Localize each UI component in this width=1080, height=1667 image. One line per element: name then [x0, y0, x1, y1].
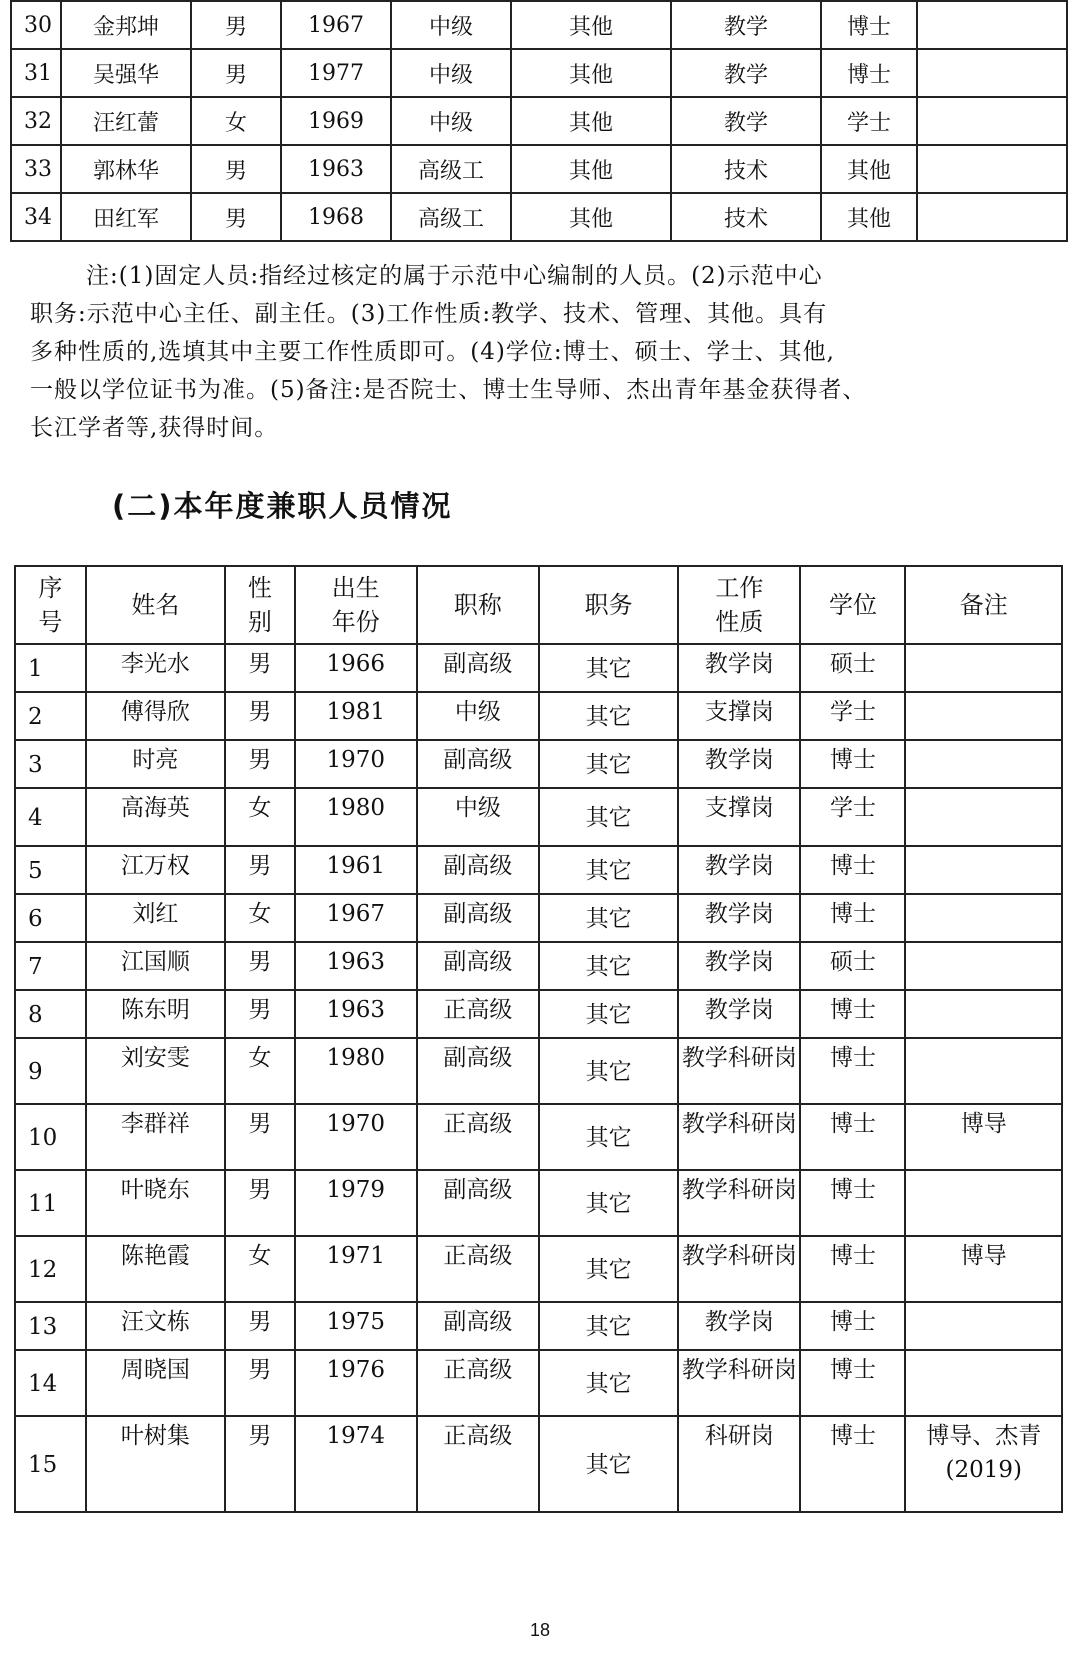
table-cell: 博士: [800, 894, 905, 942]
table-cell: 男: [191, 145, 281, 193]
table-cell: 9: [15, 1038, 86, 1104]
table-row: [15, 1038, 1062, 1104]
table-row: [15, 644, 1062, 692]
table-cell: 30: [11, 1, 61, 49]
table-cell: 32: [11, 97, 61, 145]
table-cell: 其他: [511, 49, 671, 97]
table-cell: 正高级: [417, 1350, 539, 1416]
table-cell: 14: [15, 1350, 86, 1416]
column-header-line: 性: [247, 574, 272, 602]
table-cell: 博士: [800, 1350, 905, 1416]
table-cell: 李光水: [86, 644, 225, 692]
table-cell: 中级: [417, 788, 539, 846]
note-line: 多种性质的,选填其中主要工作性质即可。(4)学位:博士、硕士、学士、其他,: [30, 339, 835, 365]
table-cell: 刘安雯: [86, 1038, 225, 1104]
table-cell: 1971: [295, 1236, 417, 1302]
table-cell: 女: [225, 894, 295, 942]
table-cell: 正高级: [417, 1104, 539, 1170]
column-header-line: 出生: [331, 574, 380, 602]
table-cell: [905, 740, 1062, 788]
table-cell: 中级: [391, 1, 511, 49]
table-cell: 副高级: [417, 740, 539, 788]
note-line: 一般以学位证书为准。(5)备注:是否院士、博士生导师、杰出青年基金获得者、: [30, 377, 867, 403]
table-cell: 其它: [539, 990, 678, 1038]
table-cell: 博士: [800, 1302, 905, 1350]
table-cell: 1969: [281, 97, 391, 145]
table-cell: 教学岗: [678, 990, 800, 1038]
table-cell: 1970: [295, 740, 417, 788]
table-cell: [905, 692, 1062, 740]
column-header: [417, 566, 539, 644]
table-cell: 教学科研岗: [678, 1170, 800, 1236]
table-cell: 34: [11, 193, 61, 241]
table-cell: 其它: [539, 692, 678, 740]
table-cell: [905, 1350, 1062, 1416]
table-header-row: [15, 566, 1062, 644]
notes-paragraph: [30, 257, 1060, 447]
table-cell: 副高级: [417, 1170, 539, 1236]
column-header: [905, 566, 1062, 644]
column-header-line: 号: [38, 608, 63, 636]
table-cell: 教学岗: [678, 740, 800, 788]
table-cell: 13: [15, 1302, 86, 1350]
table-cell: 吴强华: [61, 49, 191, 97]
column-header: [295, 566, 417, 644]
table-cell: [905, 1302, 1062, 1350]
column-header: [800, 566, 905, 644]
table-cell: 女: [225, 788, 295, 846]
table-cell: 1963: [295, 942, 417, 990]
table-cell: 男: [225, 1170, 295, 1236]
note-line: 职务:示范中心主任、副主任。(3)工作性质:教学、技术、管理、其他。具有: [30, 301, 828, 327]
table-cell: 支撑岗: [678, 788, 800, 846]
table-cell: 教学岗: [678, 894, 800, 942]
table-cell: 陈东明: [86, 990, 225, 1038]
table-cell: 12: [15, 1236, 86, 1302]
table-cell: 1979: [295, 1170, 417, 1236]
table-cell: 博士: [821, 1, 917, 49]
table-row: [11, 145, 1067, 193]
table-cell: 技术: [671, 145, 821, 193]
table-row: [15, 740, 1062, 788]
column-header-line: 姓名: [131, 591, 180, 619]
table-cell: 1: [15, 644, 86, 692]
table-cell: 1980: [295, 1038, 417, 1104]
table-cell: 高级工: [391, 145, 511, 193]
table-cell: 男: [191, 193, 281, 241]
table-cell: 10: [15, 1104, 86, 1170]
table-cell: 周晓国: [86, 1350, 225, 1416]
table-cell: 其他: [821, 145, 917, 193]
table-cell: 博导: [905, 1104, 1062, 1170]
table-cell: 1966: [295, 644, 417, 692]
table-cell: 技术: [671, 193, 821, 241]
table-cell: 1963: [281, 145, 391, 193]
table-cell: 时亮: [86, 740, 225, 788]
note-line: 注:(1)固定人员:指经过核定的属于示范中心编制的人员。(2)示范中心: [86, 263, 823, 289]
table-cell: 男: [225, 1416, 295, 1512]
table-cell: 33: [11, 145, 61, 193]
table-cell: 7: [15, 942, 86, 990]
table-cell: 教学: [671, 97, 821, 145]
table-cell: 傅得欣: [86, 692, 225, 740]
table-cell: 其它: [539, 1104, 678, 1170]
table-cell: 2: [15, 692, 86, 740]
table-cell: 学士: [800, 692, 905, 740]
table-cell: [905, 1170, 1062, 1236]
table-cell: 男: [225, 692, 295, 740]
table-cell: 女: [191, 97, 281, 145]
table-cell: 教学科研岗: [678, 1350, 800, 1416]
table-cell: 教学科研岗: [678, 1104, 800, 1170]
table-cell: 正高级: [417, 1236, 539, 1302]
table-row: [11, 193, 1067, 241]
column-header: [678, 566, 800, 644]
table-cell: 6: [15, 894, 86, 942]
table-cell: 男: [225, 990, 295, 1038]
table-row: [15, 1302, 1062, 1350]
table-cell: 其它: [539, 942, 678, 990]
table-cell: 博士: [800, 846, 905, 894]
table-row: [15, 1350, 1062, 1416]
table-cell: 31: [11, 49, 61, 97]
table-cell: 其它: [539, 1170, 678, 1236]
table-cell: 其它: [539, 788, 678, 846]
table-cell: 1967: [281, 1, 391, 49]
table-cell: 教学: [671, 1, 821, 49]
table-cell: 中级: [391, 97, 511, 145]
table-cell: 1974: [295, 1416, 417, 1512]
table-cell: 学士: [800, 788, 905, 846]
table-row: [15, 1104, 1062, 1170]
table-cell: 其它: [539, 1350, 678, 1416]
table-cell: 男: [225, 644, 295, 692]
column-header-line: 备注: [959, 591, 1008, 619]
table-cell: 副高级: [417, 1302, 539, 1350]
table-cell: 硕士: [800, 644, 905, 692]
table-cell: 男: [225, 740, 295, 788]
table-cell: 副高级: [417, 846, 539, 894]
table-cell: 其他: [511, 1, 671, 49]
table-cell: 1970: [295, 1104, 417, 1170]
table-cell: 科研岗: [678, 1416, 800, 1512]
table-cell: 其他: [511, 145, 671, 193]
column-header-line: 职称: [453, 591, 502, 619]
table-cell: 其他: [511, 193, 671, 241]
table-row: [11, 97, 1067, 145]
table-cell: 江国顺: [86, 942, 225, 990]
table-cell: 3: [15, 740, 86, 788]
table-row: [15, 1236, 1062, 1302]
table-cell: 男: [225, 1104, 295, 1170]
table-cell: 副高级: [417, 942, 539, 990]
table-cell: 教学科研岗: [678, 1038, 800, 1104]
fixed-staff-table-continued: [10, 0, 1068, 242]
table-cell: 1980: [295, 788, 417, 846]
column-header-line: 工作: [715, 574, 764, 602]
table-cell: [905, 788, 1062, 846]
column-header: [539, 566, 678, 644]
table-cell: 汪红蕾: [61, 97, 191, 145]
table-cell: 田红军: [61, 193, 191, 241]
table-cell: 叶晓东: [86, 1170, 225, 1236]
table-row: [15, 894, 1062, 942]
part-time-staff-table: [14, 565, 1063, 1513]
table-cell: 教学: [671, 49, 821, 97]
table-cell: 男: [225, 846, 295, 894]
table-row: [15, 846, 1062, 894]
table-cell: 高级工: [391, 193, 511, 241]
table-row: [11, 1, 1067, 49]
table-cell: 中级: [417, 692, 539, 740]
table-cell: 11: [15, 1170, 86, 1236]
table-cell: [905, 644, 1062, 692]
column-header-line: 别: [247, 608, 272, 636]
column-header-line: 年份: [331, 608, 380, 636]
table-cell: 其它: [539, 644, 678, 692]
table-row: [15, 1416, 1062, 1512]
table-cell: 博导、杰青(2019): [905, 1416, 1062, 1512]
table-cell: [917, 145, 1067, 193]
table-cell: [905, 990, 1062, 1038]
table-cell: 1976: [295, 1350, 417, 1416]
table-cell: 李群祥: [86, 1104, 225, 1170]
table-cell: 1967: [295, 894, 417, 942]
table-row: [11, 49, 1067, 97]
table-cell: 男: [225, 942, 295, 990]
table-cell: 4: [15, 788, 86, 846]
table-cell: 教学岗: [678, 846, 800, 894]
table-cell: 金邦坤: [61, 1, 191, 49]
table-cell: 陈艳霞: [86, 1236, 225, 1302]
page-number: 18: [529, 1620, 551, 1640]
table-cell: 其它: [539, 1302, 678, 1350]
table-cell: 博士: [800, 1104, 905, 1170]
table-cell: 正高级: [417, 990, 539, 1038]
table-cell: 教学科研岗: [678, 1236, 800, 1302]
note-line: 长江学者等,获得时间。: [30, 415, 279, 441]
table-cell: 男: [191, 49, 281, 97]
table-cell: 女: [225, 1038, 295, 1104]
table-cell: 硕士: [800, 942, 905, 990]
table-cell: [917, 193, 1067, 241]
table-cell: 教学岗: [678, 644, 800, 692]
table-cell: 8: [15, 990, 86, 1038]
table-cell: [917, 49, 1067, 97]
table-cell: 1968: [281, 193, 391, 241]
table-cell: 教学岗: [678, 1302, 800, 1350]
table-cell: 其它: [539, 1236, 678, 1302]
table-cell: 其它: [539, 740, 678, 788]
table-cell: [905, 846, 1062, 894]
table-cell: 正高级: [417, 1416, 539, 1512]
table-cell: 中级: [391, 49, 511, 97]
table-cell: 副高级: [417, 1038, 539, 1104]
column-header-line: 序: [38, 574, 63, 602]
table-cell: 1963: [295, 990, 417, 1038]
table-cell: [905, 1038, 1062, 1104]
table-cell: 博士: [821, 49, 917, 97]
table-cell: [905, 894, 1062, 942]
table-row: [15, 692, 1062, 740]
table-cell: 博士: [800, 740, 905, 788]
table-cell: [917, 1, 1067, 49]
table-row: [15, 1170, 1062, 1236]
table-cell: 男: [225, 1302, 295, 1350]
table-cell: 江万权: [86, 846, 225, 894]
table-cell: 汪文栋: [86, 1302, 225, 1350]
column-header-line: 性质: [715, 608, 764, 636]
table-row: [15, 990, 1062, 1038]
section-heading: (二)本年度兼职人员情况: [112, 489, 453, 523]
table-cell: 男: [225, 1350, 295, 1416]
table-cell: 副高级: [417, 644, 539, 692]
table-cell: 博士: [800, 990, 905, 1038]
table-cell: 其他: [511, 97, 671, 145]
table-cell: 博导: [905, 1236, 1062, 1302]
table-cell: 1975: [295, 1302, 417, 1350]
column-header: [225, 566, 295, 644]
table-cell: 博士: [800, 1038, 905, 1104]
table-cell: 1981: [295, 692, 417, 740]
table-cell: 其它: [539, 1038, 678, 1104]
table-cell: 1961: [295, 846, 417, 894]
table-cell: 其它: [539, 894, 678, 942]
table-cell: 教学岗: [678, 942, 800, 990]
table-cell: 叶树集: [86, 1416, 225, 1512]
column-header-line: 职务: [584, 591, 633, 619]
table-cell: 刘红: [86, 894, 225, 942]
table-cell: 高海英: [86, 788, 225, 846]
table-cell: [917, 97, 1067, 145]
column-header: [86, 566, 225, 644]
table-cell: 副高级: [417, 894, 539, 942]
table-cell: 其它: [539, 1416, 678, 1512]
table-cell: 郭林华: [61, 145, 191, 193]
table-row: [15, 788, 1062, 846]
table-cell: 博士: [800, 1416, 905, 1512]
table-cell: 支撑岗: [678, 692, 800, 740]
table-row: [15, 942, 1062, 990]
table-cell: 5: [15, 846, 86, 894]
column-header: [15, 566, 86, 644]
column-header-line: 学位: [828, 591, 877, 619]
table-cell: 博士: [800, 1236, 905, 1302]
table-cell: 女: [225, 1236, 295, 1302]
table-cell: 15: [15, 1416, 86, 1512]
table-cell: 男: [191, 1, 281, 49]
table-cell: 1977: [281, 49, 391, 97]
table-cell: [905, 942, 1062, 990]
table-cell: 学士: [821, 97, 917, 145]
table-cell: 其它: [539, 846, 678, 894]
table-cell: 其他: [821, 193, 917, 241]
table-cell: 博士: [800, 1170, 905, 1236]
